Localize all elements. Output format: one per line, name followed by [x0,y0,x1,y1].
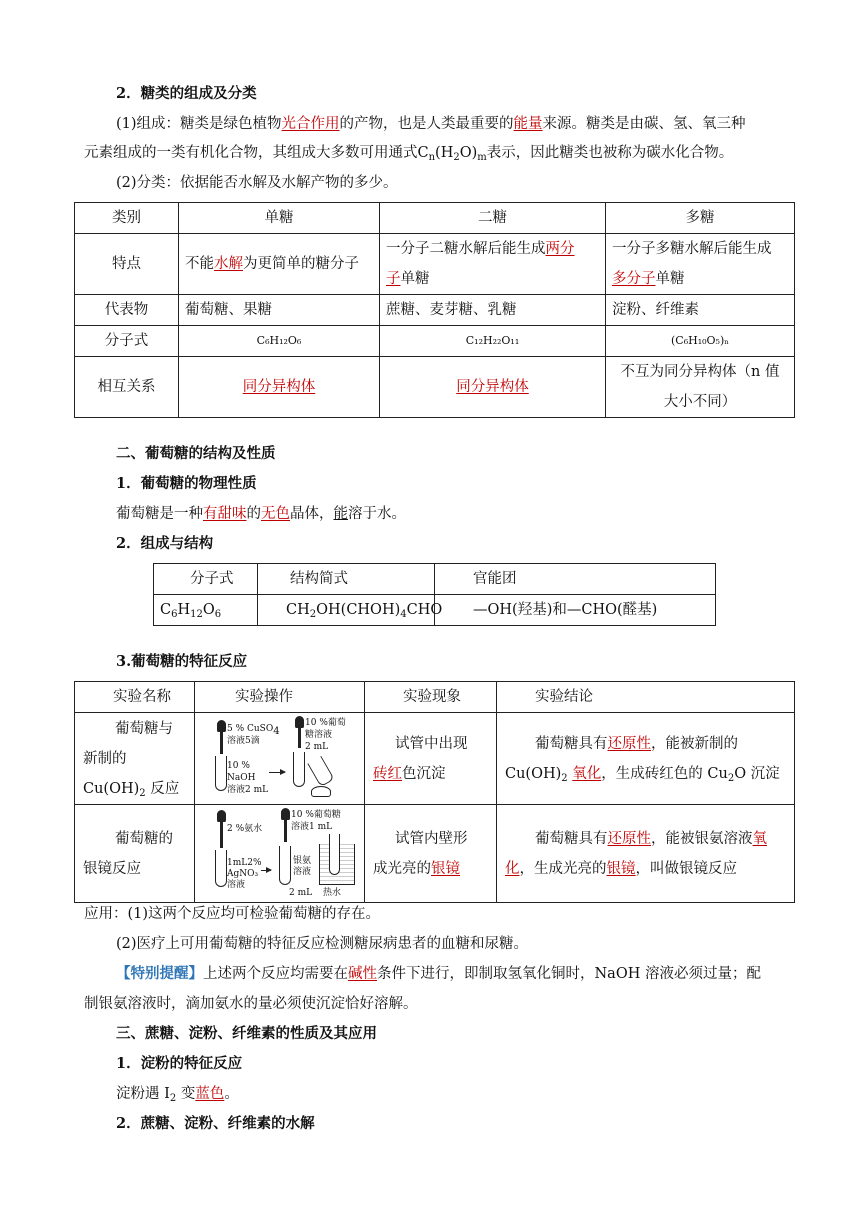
silver-mirror-apparatus-diagram: 2 %氨水 1mL2% AgNO₃ 溶液 10 %葡萄糖 溶液1 mL 银氨 溶液 2 mL 热水 [201,808,361,900]
header-exp-name: 实验名称 [75,682,195,713]
table-header-row [75,203,795,234]
cell-glucose-formula: $C_6H_{12}O_6$ [154,595,258,626]
section-title-glucose: 二、葡萄糖的结构及性质 [116,445,276,462]
row-label-relation: 相互关系 [75,357,179,418]
section-title-polysaccharides: 三、蔗糖、淀粉、纤维素的性质及其应用 [116,1025,377,1042]
header-exp-operation: 实验操作 [195,682,365,713]
table-row-cuoh2 [75,713,795,805]
header-exp-conclusion: 实验结论 [497,682,795,713]
cell-mono-relation: 同分异构体 [179,357,380,418]
paragraph-composition-1: (1)组成：糖类是绿色植物光合作用的产物，也是人类最重要的能量来源。糖类是由碳、氢、氧三种 [116,116,746,132]
cell-mono-examples: 葡萄糖、果糖 [179,295,380,326]
table-row-relation [75,357,795,418]
subsection-title-structure: 2．组成与结构 [116,535,214,552]
table-row-formula [75,326,795,357]
cell-exp-conclusion-silver: 葡萄糖具有还原性，能被银氨溶液氧 化，生成光亮的银镜，叫做银镜反应 [497,805,795,903]
header-monosaccharide: 单糖 [179,203,380,234]
table-row [154,595,716,626]
table-row-features [75,234,795,295]
cell-di-examples: 蔗糖、麦芽糖、乳糖 [380,295,606,326]
glucose-reaction-table [74,681,795,903]
subsection-title-reactions: 3.葡萄糖的特征反应 [116,653,248,670]
subsection-title-starch-reaction: 1．淀粉的特征反应 [116,1055,243,1072]
cell-exp-conclusion-cuoh2: 葡萄糖具有还原性，能被新制的 $Cu(OH)_2$ 氧化，生成砖红色的 $Cu_2O$ 沉淀 [497,713,795,805]
paragraph-application-1: 应用：(1)这两个反应均可检验葡萄糖的存在。 [84,906,381,922]
glucose-structure-table [153,563,716,626]
cell-glucose-functional: —OH(羟基)和—CHO(醛基) [435,595,716,626]
header-structural: 结构简式 [258,564,435,595]
cell-di-relation: 同分异构体 [380,357,606,418]
cell-di-formula: C₁₂H₂₂O₁₁ [380,326,606,357]
header-exp-phenomenon: 实验现象 [365,682,497,713]
header-formula: 分子式 [154,564,258,595]
cell-poly-examples: 淀粉、纤维素 [606,295,795,326]
cell-poly-formula: (C₆H₁₀O₅)ₙ [606,326,795,357]
header-polysaccharide: 多糖 [606,203,795,234]
sugar-classification-table [74,202,795,418]
cell-mono-features: 不能水解为更简单的糖分子 [179,234,380,295]
cell-poly-features: 一分子多糖水解后能生成 多分子单糖 [606,234,795,295]
paragraph-application-2: (2)医疗上可用葡萄糖的特征反应检测糖尿病患者的血糖和尿糖。 [116,936,529,952]
cell-exp-phenomenon-cuoh2: 试管中出现 砖红色沉淀 [365,713,497,805]
header-disaccharide: 二糖 [380,203,606,234]
row-label-examples: 代表物 [75,295,179,326]
row-label-formula: 分子式 [75,326,179,357]
table-row-examples [75,295,795,326]
cell-exp-phenomenon-silver: 试管内壁形 成光亮的银镜 [365,805,497,903]
cell-exp-operation-silver [195,805,365,903]
section-title-sugar-composition: 2．糖类的组成及分类 [116,85,257,102]
table-header-row [154,564,716,595]
special-hint-label: 【特别提醒】 [116,965,203,982]
cell-di-features: 一分子二糖水解后能生成两分 子单糖 [380,234,606,295]
cuoh2-apparatus-diagram: 5 % CuSO$_4$ 溶液5滴 10 % NaOH 溶液2 mL 10 %葡萄 糖溶液 2 mL [201,716,361,802]
cell-mono-formula: C₆H₁₂O₆ [179,326,380,357]
paragraph-special-hint-1: 【特别提醒】上述两个反应均需要在碱性条件下进行，即制取氢氧化铜时，NaOH 溶液必须过量；配 [116,965,761,982]
paragraph-starch-iodine: 淀粉遇 $I_2$ 变蓝色。 [116,1086,239,1104]
table-header-row [75,682,795,713]
header-functional-group: 官能团 [435,564,716,595]
subsection-title-hydrolysis: 2．蔗糖、淀粉、纤维素的水解 [116,1115,315,1132]
cell-exp-name-silver: 葡萄糖的 银镜反应 [75,805,195,903]
paragraph-classification: (2)分类：依据能否水解及水解产物的多少。 [116,175,398,191]
subsection-title-physical: 1．葡萄糖的物理性质 [116,475,257,492]
row-label-features: 特点 [75,234,179,295]
cell-exp-operation-cuoh2 [195,713,365,805]
table-row-silver-mirror [75,805,795,903]
cell-glucose-structural: $CH_2OH(CHOH)_4CHO$ [258,595,435,626]
paragraph-physical: 葡萄糖是一种有甜味的无色晶体，能溶于水。 [116,506,406,522]
paragraph-composition-2: 元素组成的一类有机化合物，其组成大多数可用通式$C_n(H_2O)_m$表示，因此糖类也被称为碳水化合物。 [84,145,734,163]
cell-exp-name-cuoh2: 葡萄糖与 新制的 $Cu(OH)_2$ 反应 [75,713,195,805]
header-category: 类别 [75,203,179,234]
paragraph-special-hint-2: 制银氨溶液时，滴加氨水的量必须使沉淀恰好溶解。 [84,996,418,1012]
cell-poly-relation: 不互为同分异构体（n 值 大小不同） [606,357,795,418]
